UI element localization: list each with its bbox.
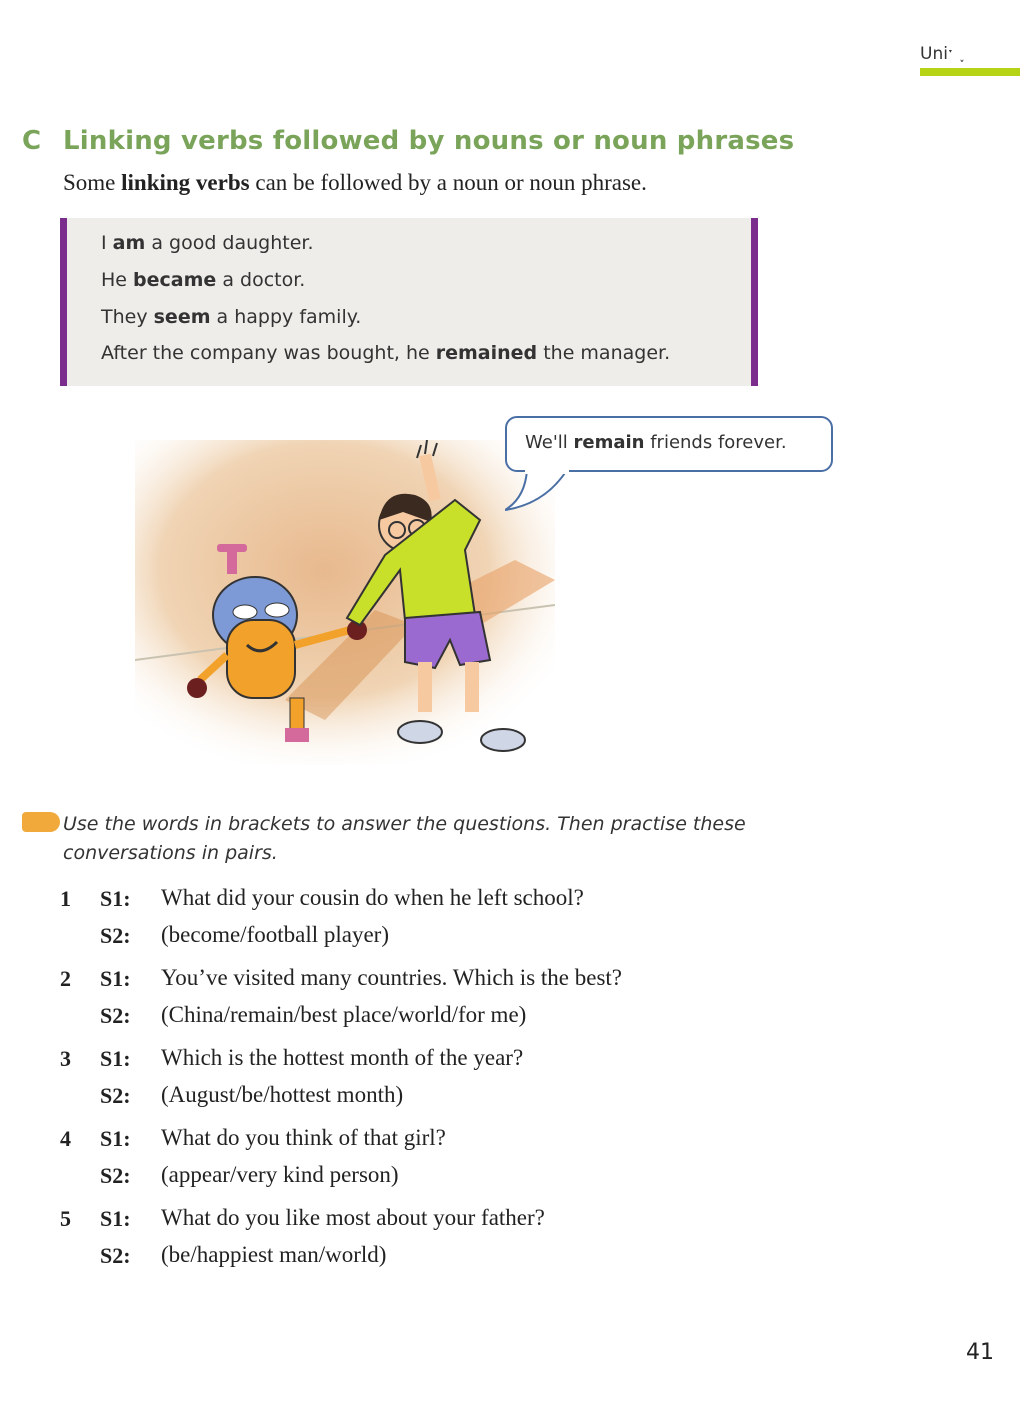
example-box — [60, 218, 758, 386]
s2-prompt: (be/happiest man/world) — [161, 1242, 387, 1267]
exercise-marker-icon — [22, 812, 60, 832]
unit-tab — [920, 44, 1020, 76]
bubble-text-bold: remain — [573, 432, 645, 453]
s1-question: What do you think of that girl? — [161, 1125, 446, 1150]
s1-question: Which is the hottest month of the year? — [161, 1045, 524, 1070]
example-verb: am — [112, 232, 146, 254]
speaker-s2-label: S2: — [100, 1083, 131, 1108]
intro-text-bold: linking verbs — [121, 170, 250, 195]
example-verb: became — [133, 269, 217, 291]
item-number: 5 — [60, 1206, 71, 1231]
s2-prompt: (China/remain/best place/world/for me) — [161, 1002, 527, 1027]
example-text: a happy family. — [210, 306, 362, 328]
speaker-s1-label: S1: — [100, 966, 131, 991]
s2-prompt: (become/football player) — [161, 922, 389, 947]
illustration-robot-and-boy — [135, 440, 555, 765]
section-title: Linking verbs followed by nouns or noun phrases — [63, 126, 795, 156]
speaker-s2-label: S2: — [100, 923, 131, 948]
intro-text-pre: Some — [63, 170, 122, 195]
example-text: the manager. — [537, 342, 671, 364]
example-line — [101, 342, 670, 364]
speech-bubble-tail — [505, 470, 575, 512]
speaker-s2-label: S2: — [100, 1163, 131, 1188]
s1-question: You’ve visited many countries. Which is the best? — [161, 965, 622, 990]
example-line — [101, 232, 314, 254]
page-number: 41 — [966, 1340, 994, 1365]
unit-accent-bar — [920, 68, 1020, 76]
s1-question: What did your cousin do when he left school? — [161, 885, 584, 910]
section-intro — [63, 170, 647, 196]
speaker-s2-label: S2: — [100, 1243, 131, 1268]
example-text: I — [101, 232, 113, 254]
example-verb: seem — [153, 306, 211, 328]
intro-text-post: can be followed by a noun or noun phrase. — [249, 170, 647, 195]
item-number: 1 — [60, 886, 71, 911]
example-line — [101, 306, 361, 328]
item-number: 3 — [60, 1046, 71, 1071]
speech-bubble — [505, 416, 833, 472]
speaker-s2-label: S2: — [100, 1003, 131, 1028]
example-text: They — [101, 306, 154, 328]
example-text: a doctor. — [216, 269, 306, 291]
speaker-s1-label: S1: — [100, 1206, 131, 1231]
unit-label: Uniˑ ˯ — [920, 44, 965, 64]
section-letter: C — [22, 126, 42, 156]
speaker-s1-label: S1: — [100, 886, 131, 911]
s2-prompt: (appear/very kind person) — [161, 1162, 399, 1187]
example-line — [101, 269, 305, 291]
bubble-text-post: friends forever. — [644, 432, 787, 453]
example-text: After the company was bought, he — [101, 342, 436, 364]
speech-bubble-text — [525, 432, 787, 453]
item-number: 4 — [60, 1126, 71, 1151]
item-number: 2 — [60, 966, 71, 991]
speaker-s1-label: S1: — [100, 1126, 131, 1151]
exercise-instruction: Use the words in brackets to answer the questions. Then practise these conversations in pairs. — [63, 813, 746, 864]
example-text: a good daughter. — [145, 232, 314, 254]
s2-prompt: (August/be/hottest month) — [161, 1082, 404, 1107]
example-verb: remained — [435, 342, 538, 364]
example-text: He — [101, 269, 134, 291]
bubble-text-pre: We'll — [525, 432, 574, 453]
s1-question: What do you like most about your father? — [161, 1205, 545, 1230]
speaker-s1-label: S1: — [100, 1046, 131, 1071]
